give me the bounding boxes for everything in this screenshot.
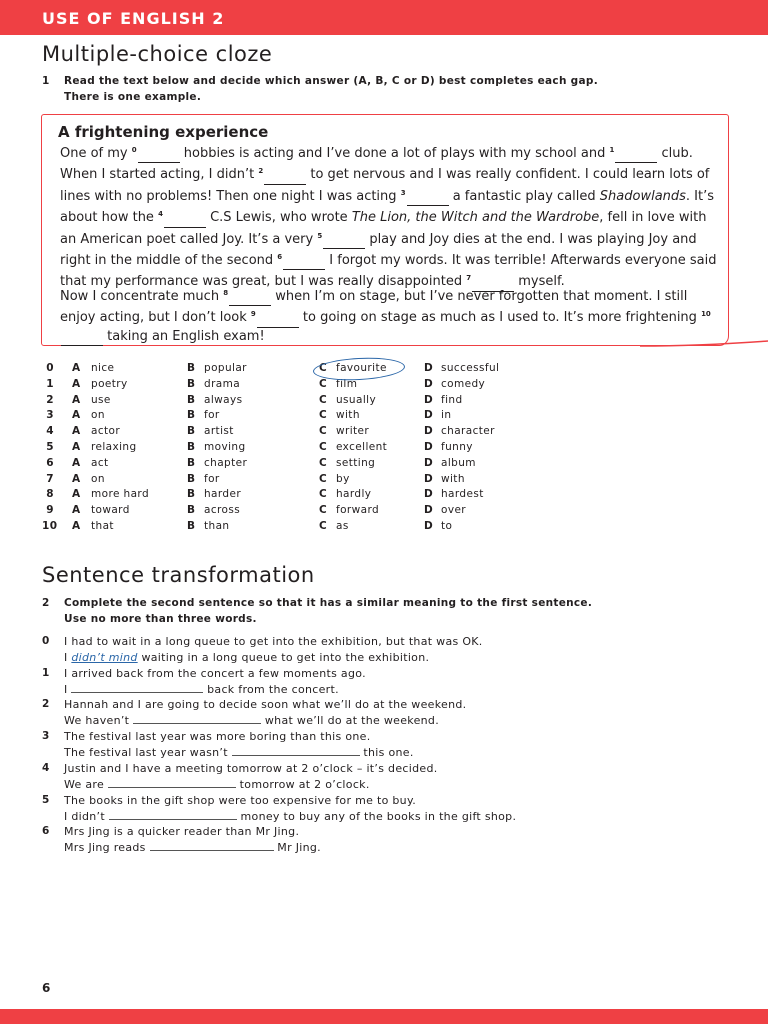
- gap-blank[interactable]: [61, 328, 103, 346]
- gap-number: 8: [223, 289, 229, 297]
- reading-paragraph-2: [60, 285, 722, 346]
- text-run: play and Joy dies at the end. I was playing Joy and right in the middle of the second: [60, 231, 697, 269]
- option-c[interactable]: with: [336, 409, 360, 422]
- gap-blank[interactable]: [407, 188, 449, 206]
- second-sentence: [64, 840, 321, 855]
- second-sentence: [64, 777, 370, 792]
- option-letter-c: C: [319, 425, 328, 438]
- option-row: [42, 520, 742, 536]
- second-sentence-end: this one.: [359, 746, 414, 760]
- instruction-1: [64, 73, 598, 105]
- option-a[interactable]: that: [91, 520, 114, 532]
- option-letter-c: C: [319, 362, 328, 374]
- option-letter-a: A: [72, 377, 81, 390]
- second-sentence-end: Mr Jing.: [273, 841, 321, 855]
- example-answer: didn’t mind: [71, 651, 138, 664]
- text-run: a fantastic play called: [448, 188, 600, 204]
- option-row: [42, 409, 742, 425]
- option-a[interactable]: toward: [91, 504, 130, 517]
- option-letter-c: C: [319, 409, 328, 422]
- option-row-number: 6: [46, 456, 54, 469]
- option-b[interactable]: harder: [204, 488, 242, 501]
- option-row-number: 5: [46, 441, 54, 453]
- option-a[interactable]: on: [91, 472, 105, 485]
- option-row-number: 10: [42, 520, 58, 532]
- text-run: club. When I started acting, I didn’t: [60, 146, 693, 183]
- option-row: [42, 488, 742, 504]
- reading-text-title: A frightening experience: [58, 123, 269, 141]
- option-letter-d: D: [424, 472, 434, 485]
- second-sentence: [64, 809, 516, 824]
- first-sentence: Hannah and I are going to decide soon what we’ll do at the weekend.: [64, 698, 467, 712]
- second-sentence-end: what we’ll do at the weekend.: [261, 714, 439, 728]
- answer-blank[interactable]: [150, 840, 274, 851]
- text-run: taking an English exam!: [103, 328, 265, 344]
- second-sentence-end: back from the concert.: [203, 682, 339, 696]
- option-letter-d: D: [424, 425, 434, 438]
- second-sentence-start: We are: [64, 777, 108, 791]
- item-number: 1: [42, 666, 50, 679]
- option-d[interactable]: funny: [441, 441, 473, 453]
- option-row: [42, 378, 742, 394]
- option-c[interactable]: by: [336, 472, 350, 485]
- answer-blank[interactable]: [109, 809, 237, 820]
- option-row-number: 1: [46, 377, 54, 390]
- option-d[interactable]: comedy: [441, 377, 486, 390]
- option-c[interactable]: film: [336, 377, 358, 390]
- gap-number: 5: [317, 231, 323, 240]
- option-row: [42, 425, 742, 441]
- gap-blank[interactable]: [257, 309, 299, 327]
- option-letter-d: D: [424, 504, 434, 517]
- option-letter-c: C: [319, 377, 328, 390]
- option-row-number: 8: [46, 488, 54, 501]
- option-c[interactable]: favourite: [336, 362, 387, 374]
- answer-blank[interactable]: [133, 713, 261, 724]
- gap-number: 3: [400, 188, 406, 197]
- option-b[interactable]: drama: [204, 377, 241, 390]
- reading-paragraph-1: [60, 142, 722, 292]
- option-row-number: 4: [46, 425, 54, 438]
- option-letter-d: D: [424, 456, 434, 469]
- option-d[interactable]: find: [441, 393, 463, 406]
- text-run: myself.: [514, 274, 565, 290]
- option-letter-b: B: [187, 472, 196, 485]
- gap-blank[interactable]: [323, 231, 365, 249]
- gap-number: 7: [466, 274, 472, 283]
- option-letter-d: D: [424, 409, 434, 422]
- page-number: 6: [42, 981, 51, 995]
- option-letter-a: A: [72, 472, 81, 485]
- option-d[interactable]: successful: [441, 362, 500, 374]
- item-number: 0: [42, 635, 50, 647]
- option-letter-c: C: [319, 472, 328, 485]
- first-sentence: The festival last year was more boring than this one.: [64, 730, 371, 744]
- option-d[interactable]: over: [441, 504, 467, 517]
- option-letter-b: B: [187, 504, 196, 517]
- option-a[interactable]: relaxing: [91, 441, 137, 453]
- section-title-transformation: Sentence transformation: [42, 563, 315, 587]
- text-run: I forgot my words. It was terrible! Afterwards everyone said that my performance was great, but I was really disappointed: [60, 253, 717, 290]
- option-d[interactable]: in: [441, 409, 452, 422]
- option-a[interactable]: actor: [91, 425, 121, 438]
- gap-blank[interactable]: [615, 145, 657, 163]
- option-d[interactable]: character: [441, 425, 495, 438]
- option-row-number: 7: [46, 472, 54, 485]
- text-run: . It’s about how the: [60, 188, 715, 226]
- option-c[interactable]: excellent: [336, 441, 388, 453]
- gap-number: 2: [258, 167, 264, 176]
- option-letter-b: B: [187, 362, 196, 374]
- option-letter-d: D: [424, 362, 434, 374]
- option-letter-a: A: [72, 456, 81, 469]
- option-letter-a: A: [72, 520, 81, 532]
- option-c[interactable]: hardly: [336, 488, 372, 501]
- gap-blank[interactable]: [164, 209, 206, 227]
- second-sentence-start: I didn’t: [64, 809, 109, 823]
- option-letter-c: C: [319, 393, 328, 406]
- instruction-2-line2: Use no more than three words.: [64, 613, 257, 625]
- option-row-number: 9: [46, 504, 54, 517]
- option-letter-a: A: [72, 425, 81, 438]
- option-row-number: 3: [46, 409, 54, 422]
- first-sentence: Justin and I have a meeting tomorrow at 2 o’clock – it’s decided.: [64, 761, 438, 775]
- gap-blank[interactable]: [264, 166, 306, 184]
- option-letter-b: B: [187, 520, 196, 532]
- exercise-number-1: 1: [42, 75, 50, 87]
- instruction-1-line2: There is one example.: [64, 91, 202, 103]
- option-c[interactable]: setting: [336, 456, 376, 469]
- option-letter-b: B: [187, 488, 196, 501]
- instruction-2: [64, 595, 592, 627]
- option-row: [42, 504, 742, 520]
- gap-number: 0: [131, 146, 137, 154]
- option-row-number: 0: [46, 362, 54, 374]
- gap-blank[interactable]: [283, 252, 325, 270]
- option-letter-c: C: [319, 456, 328, 469]
- text-run: One of my: [60, 146, 132, 161]
- option-letter-d: D: [424, 441, 434, 453]
- text-run: when I’m on stage, but I’ve never forgotten that moment. I still enjoy acting, but I don’t look: [60, 289, 688, 326]
- option-c[interactable]: writer: [336, 425, 370, 438]
- option-letter-b: B: [187, 456, 196, 469]
- option-letter-a: A: [72, 409, 81, 422]
- option-d[interactable]: album: [441, 456, 476, 469]
- option-d[interactable]: with: [441, 472, 465, 485]
- option-c[interactable]: forward: [336, 504, 380, 517]
- second-sentence-end: tomorrow at 2 o’clock.: [235, 777, 370, 791]
- text-run: , fell in love with an American poet called Joy. It’s a very: [60, 210, 707, 247]
- text-run: C.S Lewis, who wrote: [205, 210, 352, 226]
- option-c[interactable]: as: [336, 520, 349, 532]
- second-sentence-start: I: [64, 682, 72, 696]
- gap-number: 1: [609, 146, 615, 154]
- option-a[interactable]: use: [91, 393, 111, 406]
- option-letter-a: A: [72, 504, 81, 517]
- gap-number: 6: [277, 253, 283, 262]
- gap-number: 9: [250, 310, 256, 319]
- option-letter-d: D: [424, 393, 434, 406]
- gap-blank[interactable]: [229, 288, 271, 306]
- option-b[interactable]: for: [204, 472, 220, 485]
- option-letter-b: B: [187, 425, 196, 438]
- gap-number: 10: [701, 310, 711, 319]
- option-d[interactable]: to: [441, 520, 453, 532]
- option-row: [42, 457, 742, 473]
- option-a[interactable]: poetry: [91, 377, 128, 390]
- instruction-2-line1: Complete the second sentence so that it has a similar meaning to the first sentence.: [64, 597, 593, 609]
- option-row-number: 2: [46, 393, 54, 406]
- header-title: USE OF ENGLISH 2: [42, 9, 225, 28]
- first-sentence: Mrs Jing is a quicker reader than Mr Jing.: [64, 825, 300, 839]
- second-sentence-start: The festival last year wasn’t: [64, 746, 232, 760]
- option-b[interactable]: popular: [204, 362, 247, 374]
- first-sentence: I had to wait in a long queue to get into the exhibition, but that was OK.: [64, 635, 483, 648]
- second-sentence-start: I: [64, 651, 72, 664]
- answer-blank[interactable]: [232, 745, 360, 756]
- text-run: Now I concentrate much: [60, 289, 224, 304]
- option-letter-a: A: [72, 441, 81, 453]
- option-letter-d: D: [424, 377, 434, 390]
- title-italic: The Lion, the Witch and the Wardrobe: [351, 210, 600, 226]
- option-a[interactable]: nice: [91, 362, 115, 374]
- option-c[interactable]: usually: [336, 393, 377, 406]
- option-row: [42, 394, 742, 410]
- first-sentence: I arrived back from the concert a few moments ago.: [64, 666, 366, 680]
- option-letter-b: B: [187, 393, 196, 406]
- option-letter-c: C: [319, 488, 328, 501]
- option-letter-c: C: [319, 520, 328, 532]
- second-sentence-end: waiting in a long queue to get into the exhibition.: [137, 651, 430, 664]
- option-letter-d: D: [424, 520, 434, 532]
- section-title-cloze: Multiple-choice cloze: [42, 42, 273, 66]
- second-sentence-start: Mrs Jing reads: [64, 841, 150, 855]
- option-b[interactable]: for: [204, 409, 220, 422]
- second-sentence-end: money to buy any of the books in the gift shop.: [236, 809, 517, 823]
- first-sentence: The books in the gift shop were too expensive for me to buy.: [64, 793, 416, 807]
- option-a[interactable]: on: [91, 409, 105, 422]
- option-b[interactable]: chapter: [204, 456, 248, 469]
- option-letter-c: C: [319, 504, 328, 517]
- option-b[interactable]: across: [204, 504, 241, 517]
- second-sentence: [64, 713, 439, 728]
- item-number: 3: [42, 730, 50, 743]
- instruction-1-line1: Read the text below and decide which answer (A, B, C or D) best completes each gap.: [64, 75, 598, 87]
- footer-bar: [0, 1009, 768, 1024]
- option-letter-c: C: [319, 441, 328, 453]
- item-number: 6: [42, 825, 50, 838]
- option-letter-d: D: [424, 488, 434, 501]
- option-d[interactable]: hardest: [441, 488, 484, 501]
- option-b[interactable]: moving: [204, 441, 246, 453]
- answer-blank[interactable]: [108, 777, 236, 788]
- item-number: 4: [42, 761, 50, 774]
- text-run: to get nervous and I was really confident. I could learn lots of lines with no problems! Then one night I was acting: [60, 167, 710, 204]
- gap-number: 4: [158, 210, 163, 219]
- option-row: [42, 441, 742, 457]
- text-run: to going on stage as much as I used to. It’s more frightening: [298, 310, 702, 326]
- gap-blank[interactable]: [138, 145, 180, 163]
- answer-blank[interactable]: [71, 682, 203, 693]
- text-run: hobbies is acting and I’ve done a lot of plays with my school and: [179, 146, 610, 161]
- option-b[interactable]: than: [204, 520, 230, 532]
- option-a[interactable]: more hard: [91, 488, 150, 501]
- item-number: 2: [42, 698, 50, 711]
- second-sentence-start: We haven’t: [64, 714, 134, 728]
- option-b[interactable]: always: [204, 393, 243, 406]
- option-row: [42, 473, 742, 489]
- title-italic: Shadowlands: [599, 188, 686, 204]
- option-letter-a: A: [72, 488, 81, 501]
- option-letter-a: A: [72, 362, 81, 374]
- second-sentence: [64, 650, 429, 665]
- option-letter-b: B: [187, 377, 196, 390]
- item-number: 5: [42, 793, 50, 806]
- option-a[interactable]: act: [91, 456, 109, 469]
- option-letter-b: B: [187, 441, 196, 453]
- exercise-number-2: 2: [42, 597, 50, 609]
- option-letter-b: B: [187, 409, 196, 422]
- option-b[interactable]: artist: [204, 425, 234, 438]
- second-sentence: [64, 745, 414, 760]
- option-letter-a: A: [72, 393, 81, 406]
- second-sentence: [64, 682, 339, 697]
